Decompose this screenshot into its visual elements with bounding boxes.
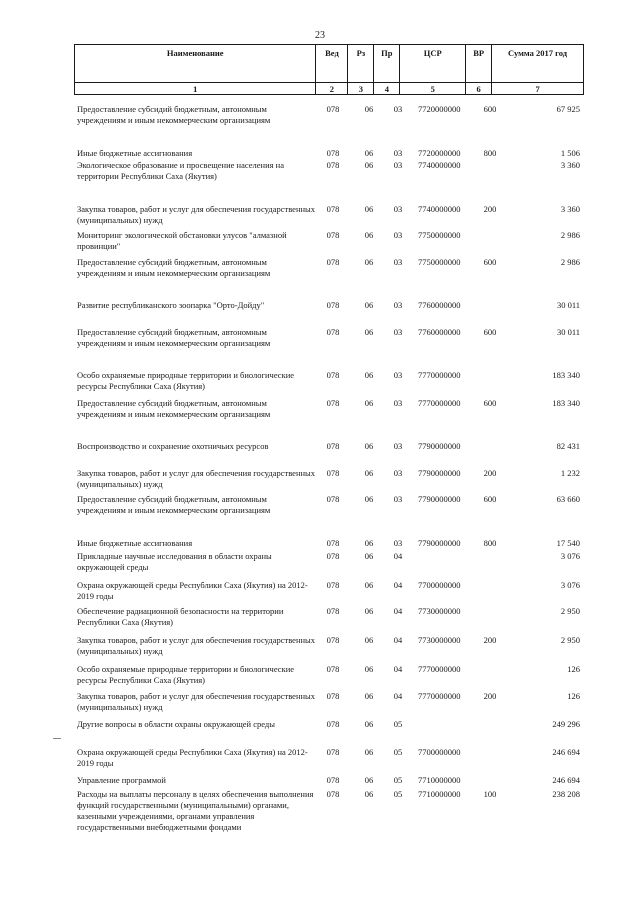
row-ved: 078 xyxy=(326,370,340,380)
col-ved-header: Вед xyxy=(316,45,348,83)
row-name: Закупка товаров, работ и услуг для обеспечения государственных (муниципальных) нужд xyxy=(77,204,316,225)
row-sum: 1 506 xyxy=(560,148,580,158)
row-vr: 200 xyxy=(483,468,497,478)
row-ved: 078 xyxy=(326,789,340,799)
row-pr: 03 xyxy=(393,494,403,504)
row-sum: 2 986 xyxy=(560,257,580,267)
row-name: Экологическое образование и просвещение населения на территории Республики Саха (Якутия) xyxy=(77,160,284,181)
row-pr: 03 xyxy=(393,230,403,240)
col-sum-header: Сумма 2017 год xyxy=(492,45,584,83)
row-vr: 800 xyxy=(483,148,497,158)
row-rz: 06 xyxy=(364,635,374,645)
row-pr: 03 xyxy=(393,398,403,408)
row-csr: 7700000000 xyxy=(418,747,461,757)
col-name-header: Наименование xyxy=(75,45,316,83)
row-pr: 05 xyxy=(393,747,403,757)
row-vr: 800 xyxy=(483,538,497,548)
row-ved: 078 xyxy=(326,538,340,548)
row-sum: 2 950 xyxy=(560,635,580,645)
row-csr: 7760000000 xyxy=(418,300,461,310)
row-ved: 078 xyxy=(326,160,340,170)
col-vr-header: ВР xyxy=(466,45,492,83)
row-vr: 600 xyxy=(483,494,497,504)
row-pr: 05 xyxy=(393,789,403,799)
row-rz: 06 xyxy=(364,398,374,408)
col-number: 2 xyxy=(316,83,348,95)
row-rz: 06 xyxy=(364,160,374,170)
row-csr: 7710000000 xyxy=(418,789,461,799)
row-pr: 03 xyxy=(393,538,403,548)
row-csr: 7760000000 xyxy=(418,327,461,337)
row-name: Предоставление субсидий бюджетным, автономным учреждениям и иным некоммерческим организациям xyxy=(77,257,271,278)
row-sum: 30 011 xyxy=(556,327,580,337)
row-rz: 06 xyxy=(364,204,374,214)
row-csr: 7770000000 xyxy=(418,398,461,408)
row-ved: 078 xyxy=(326,148,340,158)
row-rz: 06 xyxy=(364,789,374,799)
row-csr: 7790000000 xyxy=(418,538,461,548)
row-name: Охрана окружающей среды Республики Саха (Якутия) на 2012-2019 годы xyxy=(77,747,308,768)
row-name: Обеспечение радиационной безопасности на территории Республики Саха (Якутия) xyxy=(77,606,284,627)
col-number: 1 xyxy=(75,83,316,95)
row-ved: 078 xyxy=(326,398,340,408)
row-name: Иные бюджетные ассигнования xyxy=(77,538,193,548)
row-pr: 04 xyxy=(393,551,403,561)
row-csr: 7740000000 xyxy=(418,160,461,170)
row-ved: 078 xyxy=(326,691,340,701)
row-rz: 06 xyxy=(364,691,374,701)
row-ved: 078 xyxy=(326,327,340,337)
row-pr: 03 xyxy=(393,104,403,114)
row-sum: 63 660 xyxy=(556,494,580,504)
row-sum: 82 431 xyxy=(556,441,580,451)
row-ved: 078 xyxy=(326,580,340,590)
row-sum: 126 xyxy=(567,691,580,701)
page-number: 23 xyxy=(315,30,325,41)
row-name: Закупка товаров, работ и услуг для обеспечения государственных (муниципальных) нужд xyxy=(77,635,316,656)
row-sum: 30 011 xyxy=(556,300,580,310)
row-vr: 200 xyxy=(483,691,497,701)
row-sum: 2 950 xyxy=(560,606,580,616)
row-vr: 200 xyxy=(483,635,497,645)
row-csr: 7790000000 xyxy=(418,468,461,478)
row-sum: 3 360 xyxy=(560,204,580,214)
row-name: Воспроизводство и сохранение охотничьих ресурсов xyxy=(77,441,269,451)
row-rz: 06 xyxy=(364,327,374,337)
row-rz: 06 xyxy=(364,494,374,504)
row-name: Предоставление субсидий бюджетным, автономным учреждениям и иным некоммерческим организациям xyxy=(77,398,271,419)
row-pr: 05 xyxy=(393,775,403,785)
row-vr: 600 xyxy=(483,398,497,408)
row-name: Другие вопросы в области охраны окружающей среды xyxy=(77,719,275,729)
row-rz: 06 xyxy=(364,719,374,729)
row-rz: 06 xyxy=(364,580,374,590)
row-rz: 06 xyxy=(364,257,374,267)
row-vr: 600 xyxy=(483,104,497,114)
row-sum: 1 232 xyxy=(560,468,580,478)
row-csr: 7770000000 xyxy=(418,370,461,380)
row-name: Закупка товаров, работ и услуг для обеспечения государственных (муниципальных) нужд xyxy=(77,468,316,489)
row-ved: 078 xyxy=(326,230,340,240)
row-ved: 078 xyxy=(326,257,340,267)
row-rz: 06 xyxy=(364,300,374,310)
row-pr: 03 xyxy=(393,204,403,214)
row-sum: 2 986 xyxy=(560,230,580,240)
margin-mark xyxy=(53,738,61,739)
row-pr: 03 xyxy=(393,160,403,170)
row-ved: 078 xyxy=(326,300,340,310)
row-pr: 05 xyxy=(393,719,403,729)
row-csr: 7750000000 xyxy=(418,257,461,267)
row-rz: 06 xyxy=(364,468,374,478)
row-name: Предоставление субсидий бюджетным, автономным учреждениям и иным некоммерческим организациям xyxy=(77,494,271,515)
row-csr: 7710000000 xyxy=(418,775,461,785)
row-name: Особо охраняемые природные территории и биологические ресурсы Республики Саха (Якутия) xyxy=(77,664,295,685)
row-csr: 7700000000 xyxy=(418,580,461,590)
row-ved: 078 xyxy=(326,468,340,478)
row-csr: 7790000000 xyxy=(418,494,461,504)
row-csr: 7730000000 xyxy=(418,635,461,645)
row-csr: 7770000000 xyxy=(418,664,461,674)
row-csr: 7750000000 xyxy=(418,230,461,240)
row-sum: 249 296 xyxy=(552,719,580,729)
row-name: Охрана окружающей среды Республики Саха (Якутия) на 2012-2019 годы xyxy=(77,580,308,601)
row-name: Мониторинг экологической обстановки улусов "алмазной провинции" xyxy=(77,230,287,251)
row-name: Расходы на выплаты персоналу в целях обеспечения выполнения функций государственными (муниципальными) органами, казенными учреждениями, органами управления государственными внебюджетными фондами xyxy=(77,789,314,832)
row-sum: 183 340 xyxy=(552,370,580,380)
row-rz: 06 xyxy=(364,538,374,548)
row-sum: 17 540 xyxy=(556,538,580,548)
row-sum: 246 694 xyxy=(552,747,580,757)
row-ved: 078 xyxy=(326,494,340,504)
row-name: Управление программой xyxy=(77,775,166,785)
row-rz: 06 xyxy=(364,606,374,616)
row-ved: 078 xyxy=(326,719,340,729)
row-ved: 078 xyxy=(326,551,340,561)
row-pr: 04 xyxy=(393,635,403,645)
col-pr-header: Пр xyxy=(374,45,400,83)
row-pr: 04 xyxy=(393,606,403,616)
row-ved: 078 xyxy=(326,775,340,785)
row-csr: 7720000000 xyxy=(418,104,461,114)
row-rz: 06 xyxy=(364,441,374,451)
col-number: 5 xyxy=(400,83,466,95)
row-csr: 7740000000 xyxy=(418,204,461,214)
row-pr: 04 xyxy=(393,580,403,590)
col-number: 4 xyxy=(374,83,400,95)
row-pr: 03 xyxy=(393,370,403,380)
row-rz: 06 xyxy=(364,370,374,380)
row-csr: 7790000000 xyxy=(418,441,461,451)
row-sum: 67 925 xyxy=(556,104,580,114)
row-pr: 03 xyxy=(393,148,403,158)
col-number: 6 xyxy=(466,83,492,95)
row-csr: 7720000000 xyxy=(418,148,461,158)
row-sum: 246 694 xyxy=(552,775,580,785)
row-sum: 3 076 xyxy=(560,551,580,561)
row-sum: 126 xyxy=(567,664,580,674)
row-rz: 06 xyxy=(364,775,374,785)
row-ved: 078 xyxy=(326,747,340,757)
row-vr: 600 xyxy=(483,257,497,267)
row-name: Иные бюджетные ассигнования xyxy=(77,148,193,158)
col-number: 3 xyxy=(348,83,374,95)
row-ved: 078 xyxy=(326,104,340,114)
row-sum: 238 208 xyxy=(552,789,580,799)
row-vr: 100 xyxy=(483,789,497,799)
row-pr: 04 xyxy=(393,691,403,701)
row-pr: 03 xyxy=(393,327,403,337)
row-name: Предоставление субсидий бюджетным, автономным учреждениям и иным некоммерческим организациям xyxy=(77,104,271,125)
row-name: Предоставление субсидий бюджетным, автономным учреждениям и иным некоммерческим организациям xyxy=(77,327,271,348)
col-csr-header: ЦСР xyxy=(400,45,466,83)
row-rz: 06 xyxy=(364,148,374,158)
row-sum: 183 340 xyxy=(552,398,580,408)
col-rz-header: Рз xyxy=(348,45,374,83)
row-ved: 078 xyxy=(326,635,340,645)
row-pr: 03 xyxy=(393,441,403,451)
row-sum: 3 360 xyxy=(560,160,580,170)
row-pr: 03 xyxy=(393,300,403,310)
row-rz: 06 xyxy=(364,747,374,757)
row-vr: 600 xyxy=(483,327,497,337)
row-csr: 7770000000 xyxy=(418,691,461,701)
row-pr: 03 xyxy=(393,257,403,267)
row-ved: 078 xyxy=(326,204,340,214)
row-name: Особо охраняемые природные территории и биологические ресурсы Республики Саха (Якутия) xyxy=(77,370,295,391)
row-name: Развитие республиканского зоопарка "Орто-Дойду" xyxy=(77,300,265,310)
row-rz: 06 xyxy=(364,104,374,114)
row-sum: 3 076 xyxy=(560,580,580,590)
row-ved: 078 xyxy=(326,441,340,451)
row-csr: 7730000000 xyxy=(418,606,461,616)
row-pr: 03 xyxy=(393,468,403,478)
row-rz: 06 xyxy=(364,230,374,240)
row-ved: 078 xyxy=(326,606,340,616)
row-pr: 04 xyxy=(393,664,403,674)
row-ved: 078 xyxy=(326,664,340,674)
col-number: 7 xyxy=(492,83,584,95)
row-vr: 200 xyxy=(483,204,497,214)
row-name: Прикладные научные исследования в области охраны окружающей среды xyxy=(77,551,272,572)
row-rz: 06 xyxy=(364,551,374,561)
row-rz: 06 xyxy=(364,664,374,674)
row-name: Закупка товаров, работ и услуг для обеспечения государственных (муниципальных) нужд xyxy=(77,691,316,712)
